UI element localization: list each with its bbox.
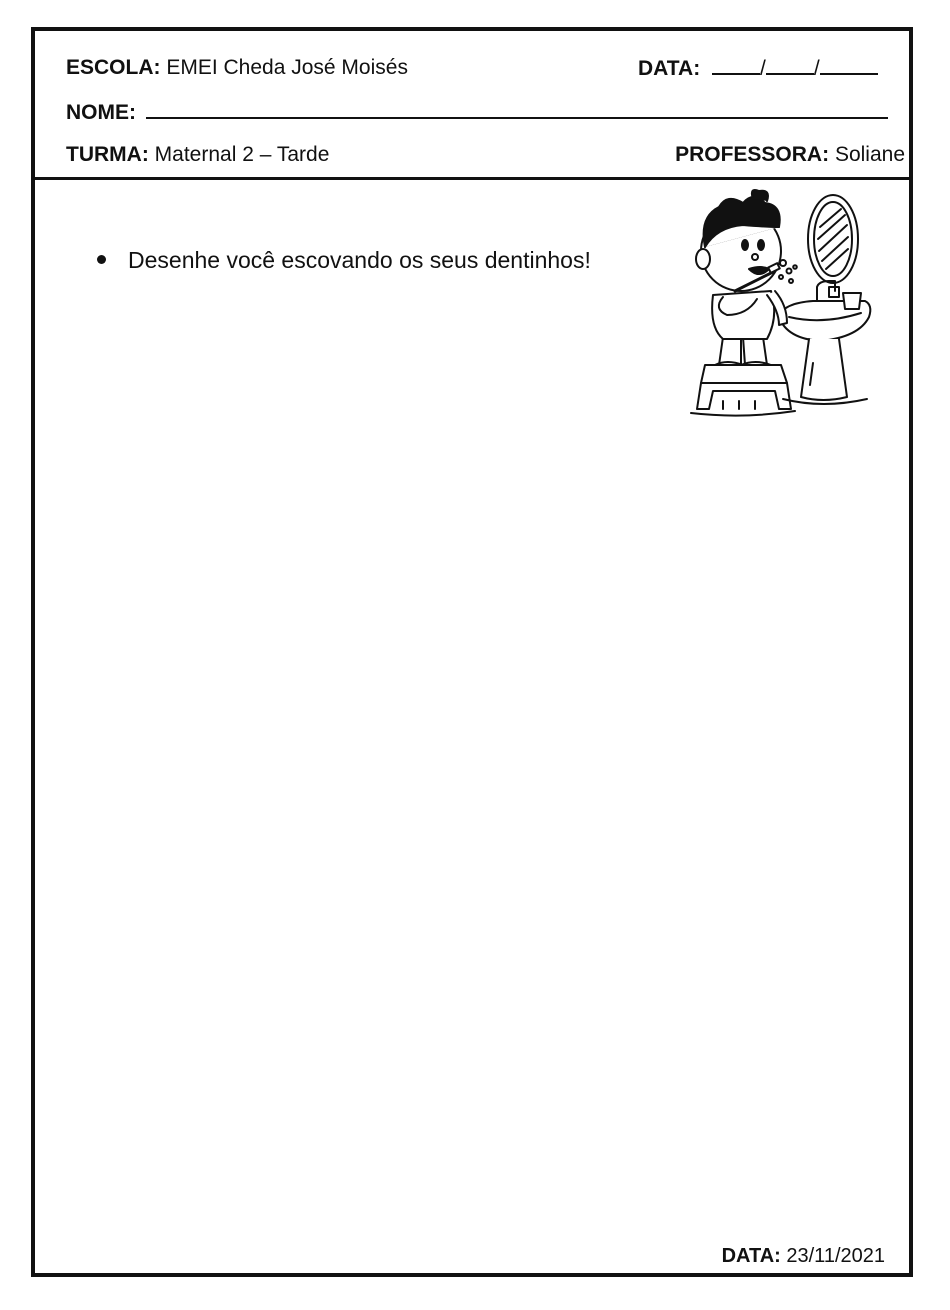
- date-day-field[interactable]: [712, 55, 760, 75]
- name-label: NOME:: [66, 101, 136, 124]
- class-label: TURMA:: [66, 143, 149, 166]
- footer-date: [722, 1243, 885, 1269]
- footer-date-value: 23/11/2021: [786, 1245, 885, 1267]
- name-row: [66, 99, 888, 126]
- date-month-field[interactable]: [766, 55, 814, 75]
- instruction-item: [97, 246, 591, 274]
- child-brushing-teeth-illustration: [683, 187, 875, 417]
- instruction-text: Desenhe você escovando os seus dentinhos!: [128, 247, 591, 273]
- class-row: [66, 142, 329, 168]
- school-label: ESCOLA:: [66, 56, 161, 79]
- school-row: [66, 55, 408, 81]
- teacher-label: PROFESSORA:: [675, 143, 830, 166]
- date-separator: /: [760, 57, 766, 80]
- date-row: [638, 55, 878, 82]
- date-separator: /: [813, 57, 820, 80]
- header-divider: [35, 177, 909, 180]
- date-year-field[interactable]: [820, 55, 878, 75]
- class-value: Maternal 2 – Tarde: [154, 143, 330, 166]
- bullet-icon: [97, 255, 106, 264]
- footer-date-label: DATA:: [721, 1245, 781, 1267]
- date-label: DATA:: [638, 57, 701, 80]
- worksheet-frame: [31, 27, 913, 1277]
- teacher-row: [675, 142, 905, 168]
- school-value: EMEI Cheda José Moisés: [166, 56, 408, 79]
- name-field[interactable]: [146, 99, 888, 119]
- teacher-value: Soliane: [834, 143, 905, 166]
